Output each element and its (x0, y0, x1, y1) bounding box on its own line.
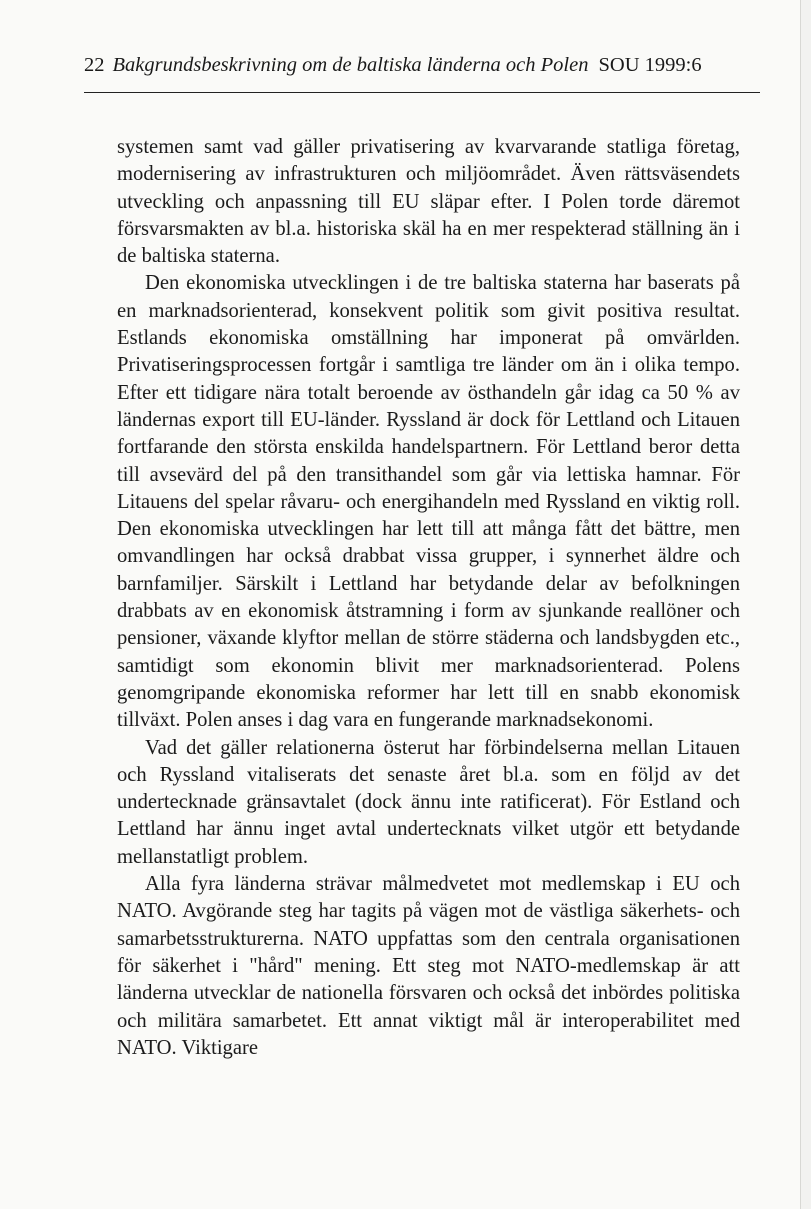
header-divider (84, 92, 760, 93)
document-series: SOU 1999:6 (598, 54, 702, 76)
paragraph-3: Vad det gäller relationerna österut har förbindelserna mellan Litauen och Ryssland vitaliserats det senaste året bl.a. som en följd av det undertecknade gränsavtalet (dock ännu inte ratificerat). För Estland och Lettland har ännu inget avtal undertecknats vilket utgör ett betydande mellanstatligt problem. (117, 736, 740, 868)
body-text (117, 134, 740, 1062)
paragraph-4: Alla fyra länderna strävar målmedvetet mot medlemskap i EU och NATO. Avgörande steg har tagits på vägen mot de västliga säkerhets- och samarbetsstrukturerna. NATO uppfattas som den centrala organisationen för säkerhet i "hård" mening. Ett steg mot NATO-medlemskap är att länderna utvecklar de nationella försvaren och också det inbördes politiska och militära samarbetet. Ett annat viktigt mål är interoperabilitet med NATO. Viktigare (117, 873, 740, 1059)
paragraph-1: systemen samt vad gäller privatisering av kvarvarande statliga företag, modernisering av infrastrukturen och miljöområdet. Även rättsväsendets utveckling och anpassning till EU släpar efter. I Polen torde däremot försvarsmakten av bl.a. historiska skäl ha en mer respekterad ställning än i de baltiska staterna. (117, 136, 740, 268)
scan-page-edge (800, 0, 811, 1209)
running-title: Bakgrundsbeskrivning om de baltiska länderna och Polen (112, 54, 589, 76)
running-header (84, 54, 764, 77)
page-number: 22 (84, 54, 105, 76)
paragraph-2: Den ekonomiska utvecklingen i de tre baltiska staterna har baserats på en marknadsorienterad, konsekvent politik som givit positiva resultat. Estlands ekonomiska omställning har imponerat på omvärlden. Privatiseringsprocessen fortgår i samtliga tre länder om än i olika tempo. Efter ett tidigare nära totalt beroende av östhandeln går idag ca 50 % av ländernas export till EU-länder. Ryssland är dock för Lettland och Litauen fortfarande den största enskilda handelspartnern. För Lettland beror detta till avsevärd del på den transithandel som går via lettiska hamnar. För Litauens del spelar råvaru- och energihandeln med Ryssland en viktig roll. Den ekonomiska utvecklingen har lett till att många fått det bättre, men omvandlingen har också drabbat vissa grupper, i synnerhet äldre och barnfamiljer. Särskilt i Lettland har betydande delar av befolkningen drabbats av en ekonomisk åtstramning i form av sjunkande reallöner och pensioner, växande klyftor mellan de större städerna och landsbygden etc., samtidigt som ekonomin blivit mer marknadsorienterad. Polens genomgripande ekonomiska reformer har lett till en snabb ekonomisk tillväxt. Polen anses i dag vara en fungerande marknadsekonomi. (117, 272, 740, 732)
